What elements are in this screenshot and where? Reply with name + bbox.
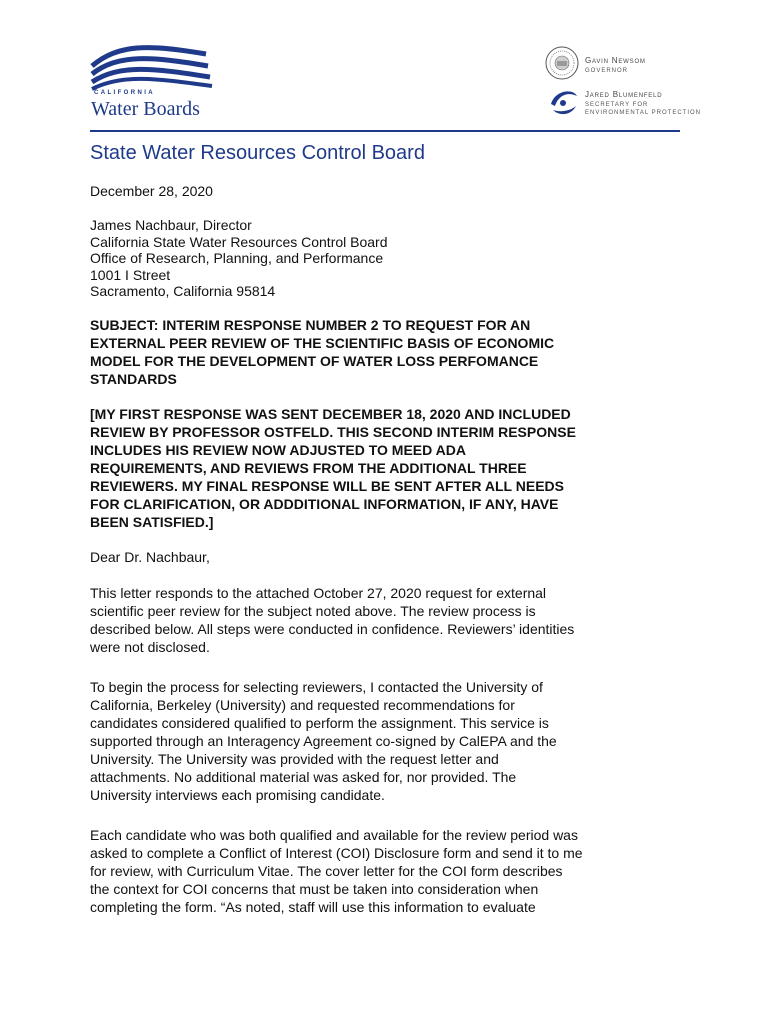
state-seal-icon <box>545 46 579 80</box>
paragraph-line: candidates considered qualified to perform the assignment. This service is <box>90 715 549 731</box>
governor-title: GOVERNOR <box>585 68 629 74</box>
calepa-logo-icon <box>547 86 579 118</box>
subject-block <box>90 316 630 388</box>
paragraph-line: attachments. No additional material was asked for, nor provided. The <box>90 769 517 785</box>
secretary-title-line-1: SECRETARY FOR <box>585 102 649 108</box>
subject-line: SUBJECT: INTERIM RESPONSE NUMBER 2 TO REQUEST FOR AN <box>90 317 531 333</box>
note-line: REVIEW BY PROFESSOR OSTFELD. THIS SECOND INTERIM RESPONSE <box>90 424 576 440</box>
salutation: Dear Dr. Nachbaur, <box>90 549 210 565</box>
paragraph-line: University. The University was provided with the request letter and <box>90 751 499 767</box>
subject-line: STANDARDS <box>90 371 177 387</box>
note-line: FOR CLARIFICATION, OR ADDDITIONAL INFORMATION, IF ANY, HAVE <box>90 496 559 512</box>
paragraph-line: scientific peer review for the subject noted above. The review process is <box>90 603 536 619</box>
board-title: State Water Resources Control Board <box>90 142 425 164</box>
note-line: REVIEWERS. MY FINAL RESPONSE WILL BE SENT AFTER ALL NEEDS <box>90 478 564 494</box>
logo-state-text: CALIFORNIA <box>94 90 155 96</box>
secretary-title-line-2: ENVIRONMENTAL PROTECTION <box>585 110 702 116</box>
paragraph-1 <box>90 584 630 656</box>
recipient-address <box>90 217 630 300</box>
paragraph-line: the context for COI concerns that must be taken into consideration when <box>90 881 539 897</box>
note-line: INCLUDES HIS REVIEW NOW ADJUSTED TO MEED ADA <box>90 442 466 458</box>
paragraph-2 <box>90 678 630 804</box>
letter-date: December 28, 2020 <box>90 183 213 199</box>
paragraph-line: University interviews each promising candidate. <box>90 787 385 803</box>
subject-line: MODEL FOR THE DEVELOPMENT OF WATER LOSS PERFOMANCE <box>90 353 539 369</box>
paragraph-line: for review, with Curriculum Vitae. The cover letter for the COI form describes <box>90 863 563 879</box>
governor-name: Gavin Newsom <box>585 56 646 65</box>
paragraph-line: Each candidate who was both qualified and available for the review period was <box>90 827 578 843</box>
paragraph-line: described below. All steps were conducted in confidence. Reviewers’ identities <box>90 621 575 637</box>
paragraph-line: completing the form. “As noted, staff will use this information to evaluate <box>90 899 536 915</box>
letterhead-divider <box>90 130 680 132</box>
interim-note-block <box>90 405 630 531</box>
paragraph-3 <box>90 826 630 916</box>
subject-line: EXTERNAL PEER REVIEW OF THE SCIENTIFIC BASIS OF ECONOMIC <box>90 335 555 351</box>
water-boards-logo <box>88 44 218 124</box>
logo-name-text: Water Boards <box>91 98 200 120</box>
note-line: REQUIREMENTS, AND REVIEWS FROM THE ADDITIONAL THREE <box>90 460 527 476</box>
address-line: Office of Research, Planning, and Performance <box>90 250 384 266</box>
address-line: Sacramento, California 95814 <box>90 283 276 299</box>
note-line: BEEN SATISFIED.] <box>90 514 214 530</box>
paragraph-line: California, Berkeley (University) and requested recommendations for <box>90 697 515 713</box>
secretary-name: Jared Blumenfeld <box>585 90 663 99</box>
address-line: California State Water Resources Control Board <box>90 233 388 250</box>
paragraph-line: asked to complete a Conflict of Interest (COI) Disclosure form and send it to me <box>90 845 583 861</box>
paragraph-line: were not disclosed. <box>90 639 210 655</box>
paragraph-line: To begin the process for selecting reviewers, I contacted the University of <box>90 679 543 695</box>
note-line: [MY FIRST RESPONSE WAS SENT DECEMBER 18, 2020 AND INCLUDED <box>90 406 571 422</box>
address-line: 1001 I Street <box>90 266 171 283</box>
paragraph-line: supported through an Interagency Agreement co-signed by CalEPA and the <box>90 733 557 749</box>
address-line: James Nachbaur, Director <box>90 217 252 233</box>
officials-block <box>545 46 735 126</box>
paragraph-line: This letter responds to the attached October 27, 2020 request for external <box>90 585 547 601</box>
water-waves-icon <box>88 44 218 92</box>
